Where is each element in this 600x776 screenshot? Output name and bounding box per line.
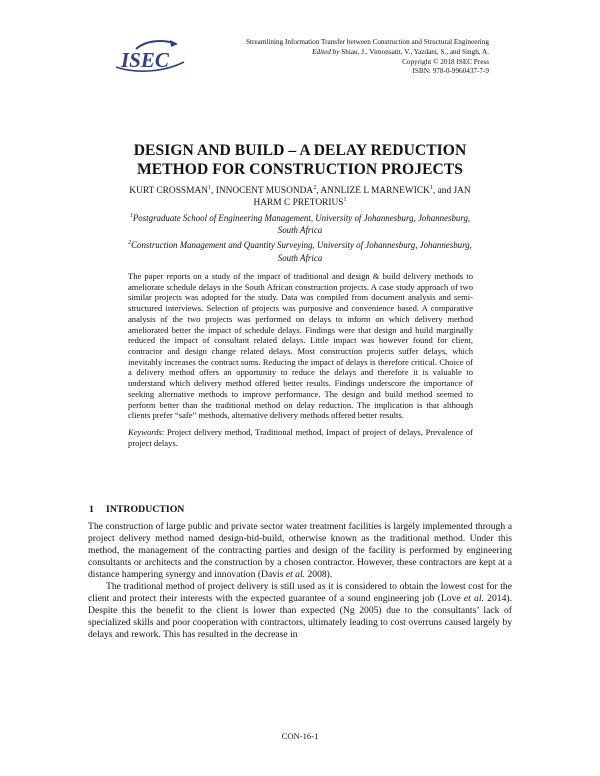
abstract [128, 271, 473, 449]
page-number: CON-16-1 [281, 731, 319, 741]
body-text-run: 2008). [305, 569, 333, 581]
author-affiliation-mark: 1 [343, 197, 347, 204]
author-name: INNOCENT MUSONDA [215, 186, 314, 196]
isec-logo-graphic [112, 36, 194, 76]
header-edited-by: Edited by [312, 47, 340, 56]
keywords-text: : Project delivery method, Traditional method, Impact of project of delays, Prevalence of project delays. [128, 427, 473, 448]
section-heading [89, 504, 184, 515]
header-line-copyright: Copyright © 2018 ISEC Press [402, 57, 489, 66]
author-separator: , [211, 186, 216, 196]
author-affiliation-mark: 1 [208, 184, 212, 191]
keywords-label: Keywords [128, 427, 162, 438]
body-paragraph-1 [88, 521, 512, 581]
author-separator: , and [432, 186, 454, 196]
citation-et-al: et al. [463, 593, 484, 605]
section-title: INTRODUCTION [106, 504, 185, 515]
body-paragraph-2 [88, 581, 512, 641]
keywords [128, 427, 473, 448]
logo-text: ISEC [121, 48, 169, 72]
affiliation-text: Construction Management and Quantity Surveying, University of Johannesburg, Johannesburg, South Africa [131, 240, 472, 263]
affiliations [125, 212, 475, 267]
body-text-run: 2014). Despite this the benefit to the client is lower than expected (Ng 2005) due to the consultants’ lack of specialized skills and poor cooperation with contractors, ultimately leading to cost overruns caused largely by delays and rework. This has resulted in the decrease in [88, 593, 512, 641]
author-name: JAN HARM C PRETORIUS [253, 186, 471, 209]
author-list [120, 185, 480, 210]
affiliation-1 [125, 212, 475, 236]
author-affiliation-mark: 1 [429, 184, 433, 191]
title-line-2: METHOD FOR CONSTRUCTION PROJECTS [136, 161, 464, 178]
section-number: 1 [89, 504, 94, 515]
author-name: ANNLIZE L MARNEWICK [320, 186, 430, 196]
author-affiliation-mark: 2 [313, 184, 317, 191]
body-text-run: The traditional method of project delivery is still used as it is considered to obtain the lowest cost for the client and protect their interests with the expected guarantee of a sound engineering job (Love [88, 581, 512, 605]
abstract-text: The paper reports on a study of the impact of traditional and design & build delivery methods to ameliorate schedule delays in the South African construction projects. A case study approach of two similar projects was adopted for the study. Data was compiled from document analysis and semi-structured interviews. Selection of projects was purposive and convenience based. A comparative analysis of the two projects was performed on delays to inform on which delivery method ameliorated better the impact of schedule delays. Findings were that design and build marginally reduced the impact of consultant related delays. Little impact was however found for client, contractor and design change related delays. Most construction projects suffer delays, which inevitably increases the contract sums. Reducing the impact of delays is therefore critical. Choice of a delivery method offers an opportunity to reduce the delays and therefore it is valuable to understand which delivery method offered better results. Findings underscore the importance of seeking alternative methods to improve performance. The design and build method seemed to perform better than the traditional method on delay reduction. The implication is that although clients prefer “safe” methods, alternative delivery methods offered better results. [128, 271, 473, 421]
affiliation-2 [125, 239, 475, 263]
affiliation-mark: 1 [129, 213, 133, 220]
header-line-proceedings: Streamlining Information Transfer between Construction and Structural Engineering [246, 38, 489, 46]
header-line-editors [246, 48, 489, 58]
body-text-run: The construction of large public and private sector water treatment facilities is largely implemented through a project delivery method named design-bid-build, otherwise known as the traditional method. Under this method, the management of the contracting parties and design of the facility is performed by engineering consultants or architects and the construction by a chosen contractor. However, these contractors are kept at a distance hampering synergy and innovation (Davis [88, 521, 512, 581]
body-text [88, 521, 512, 641]
title-line-1: DESIGN AND BUILD – A DELAY REDUCTION [133, 142, 467, 159]
publication-header [246, 38, 489, 77]
author-name: KURT CROSSMAN [129, 186, 209, 196]
paper-title [0, 141, 600, 179]
header-line-isbn: ISBN: 978-0-9960437-7-9 [412, 67, 489, 76]
citation-et-al: et al. [285, 569, 306, 581]
affiliation-mark: 2 [128, 240, 132, 247]
header-editors: Shiau, J., Vimonsatit, V., Yazdani, S., and Singh, A. [341, 47, 489, 56]
isec-logo [112, 36, 194, 76]
affiliation-text: Postgraduate School of Engineering Management, University of Johannesburg, Johannesburg, South Africa [132, 213, 471, 236]
author-separator: , [316, 186, 321, 196]
